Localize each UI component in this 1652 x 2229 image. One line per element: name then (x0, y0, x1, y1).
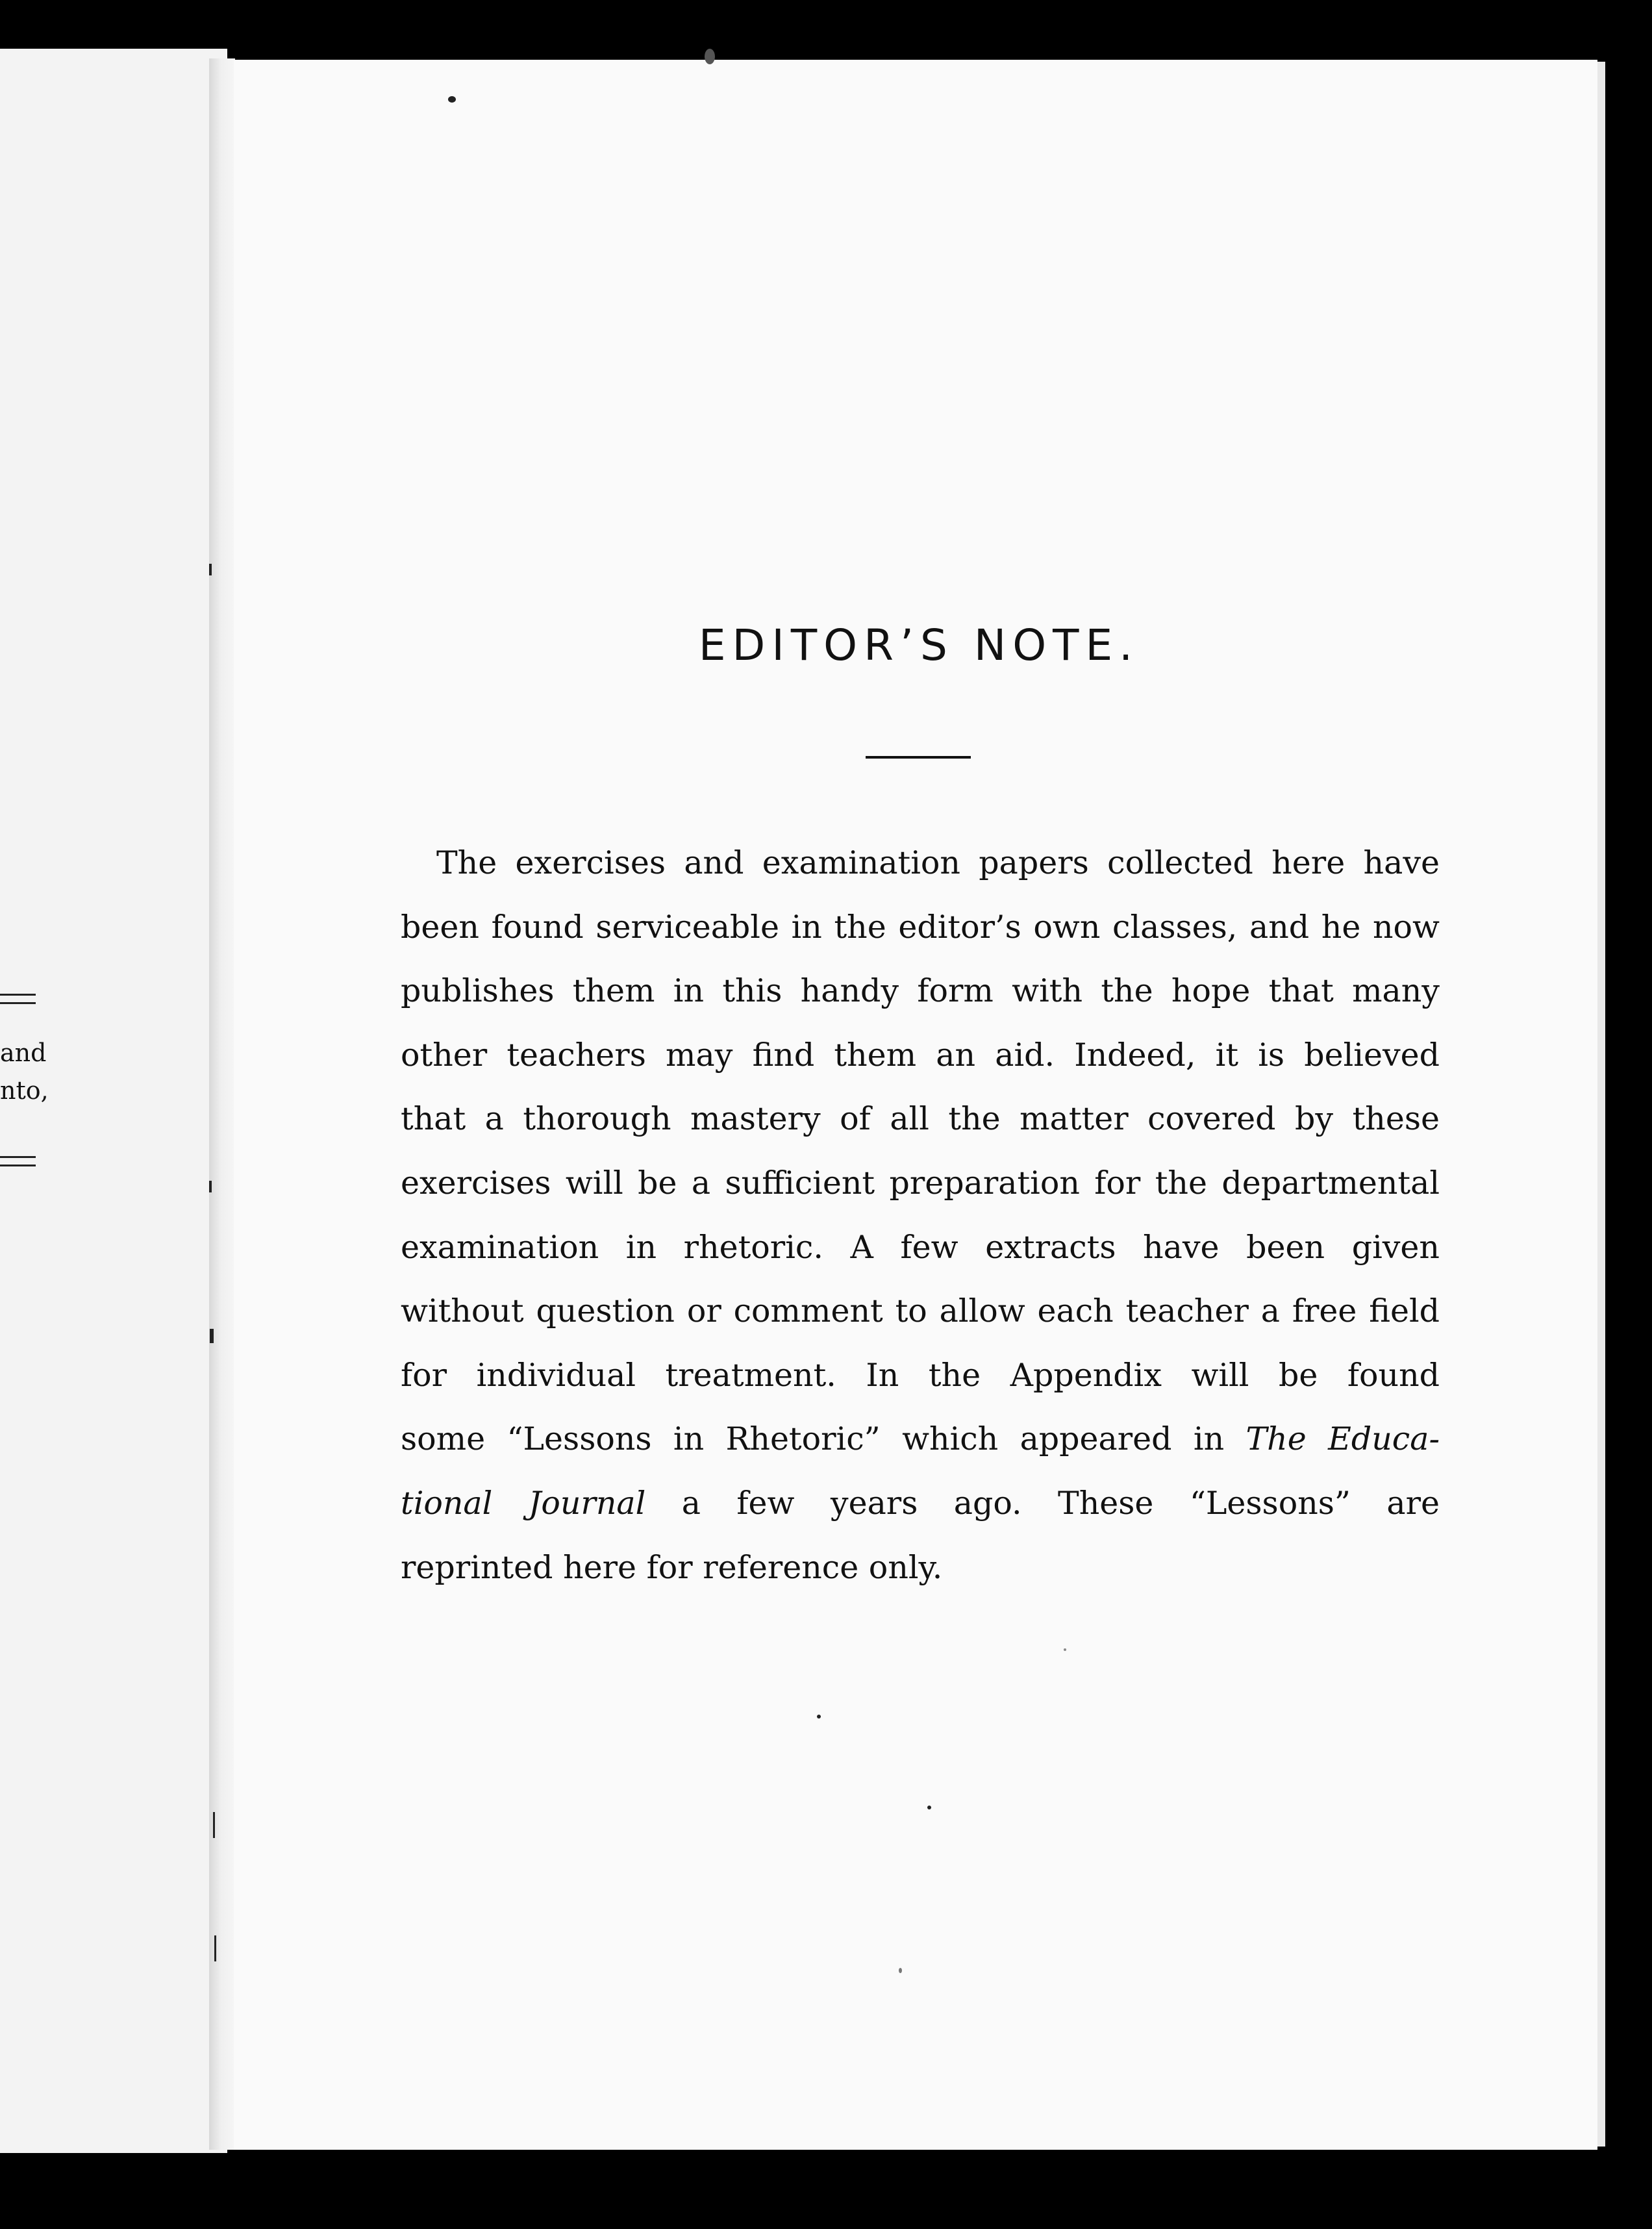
scan-speck (705, 49, 715, 64)
body-line-6: exercises will be a sufficient preparation for the departmental (401, 1164, 1440, 1202)
facing-page-fragment-2: nto, (0, 1076, 49, 1105)
facing-page-rule-bottom (0, 1156, 36, 1166)
scan-speck (899, 1968, 902, 1973)
journal-title-part-1: The Educa- (1245, 1420, 1440, 1458)
scan-speck (448, 96, 456, 103)
body-line-9: for individual treatment. In the Appendix will be found (401, 1356, 1440, 1394)
body-line-5: that a thorough mastery of all the matter covered by these (401, 1100, 1440, 1138)
page-title: EDITOR’S NOTE. (698, 620, 1140, 670)
editors-note-body (401, 831, 1440, 1600)
body-line-2: been found serviceable in the editor’s own classes, and he now (401, 908, 1440, 946)
facing-page-rule-top (0, 994, 36, 1004)
scan-speck (927, 1806, 931, 1809)
title-rule (866, 756, 971, 759)
gutter-mark (209, 1181, 212, 1192)
body-line-8: without question or comment to allow each teacher a free field (401, 1292, 1440, 1330)
body-line-10-text: some “Lessons in Rhetoric” which appeared in (401, 1420, 1225, 1458)
body-line-4: other teachers may find them an aid. Indeed, it is believed (401, 1036, 1440, 1074)
body-line-11 (401, 1472, 1440, 1536)
body-line-1: The exercises and examination papers collected here have (436, 844, 1440, 881)
journal-title-part-2: tional Journal (401, 1484, 646, 1522)
scan-speck (1064, 1648, 1066, 1651)
gutter-mark (214, 1935, 216, 1961)
page-edge (1597, 62, 1605, 2147)
body-line-10 (401, 1407, 1440, 1472)
body-line-12: reprinted here for reference only. (401, 1548, 943, 1586)
scan-speck (817, 1715, 821, 1719)
facing-page-text (0, 1034, 49, 1109)
gutter-mark (213, 1812, 215, 1838)
body-line-11-text: a few years ago. These “Lessons” are (681, 1484, 1440, 1522)
gutter-mark (209, 564, 212, 575)
body-line-7: examination in rhetoric. A few extracts have been given (401, 1228, 1440, 1266)
facing-page-fragment-1: and (0, 1039, 47, 1067)
gutter-mark (210, 1329, 214, 1343)
body-line-3: publishes them in this handy form with the hope that many (401, 972, 1440, 1010)
